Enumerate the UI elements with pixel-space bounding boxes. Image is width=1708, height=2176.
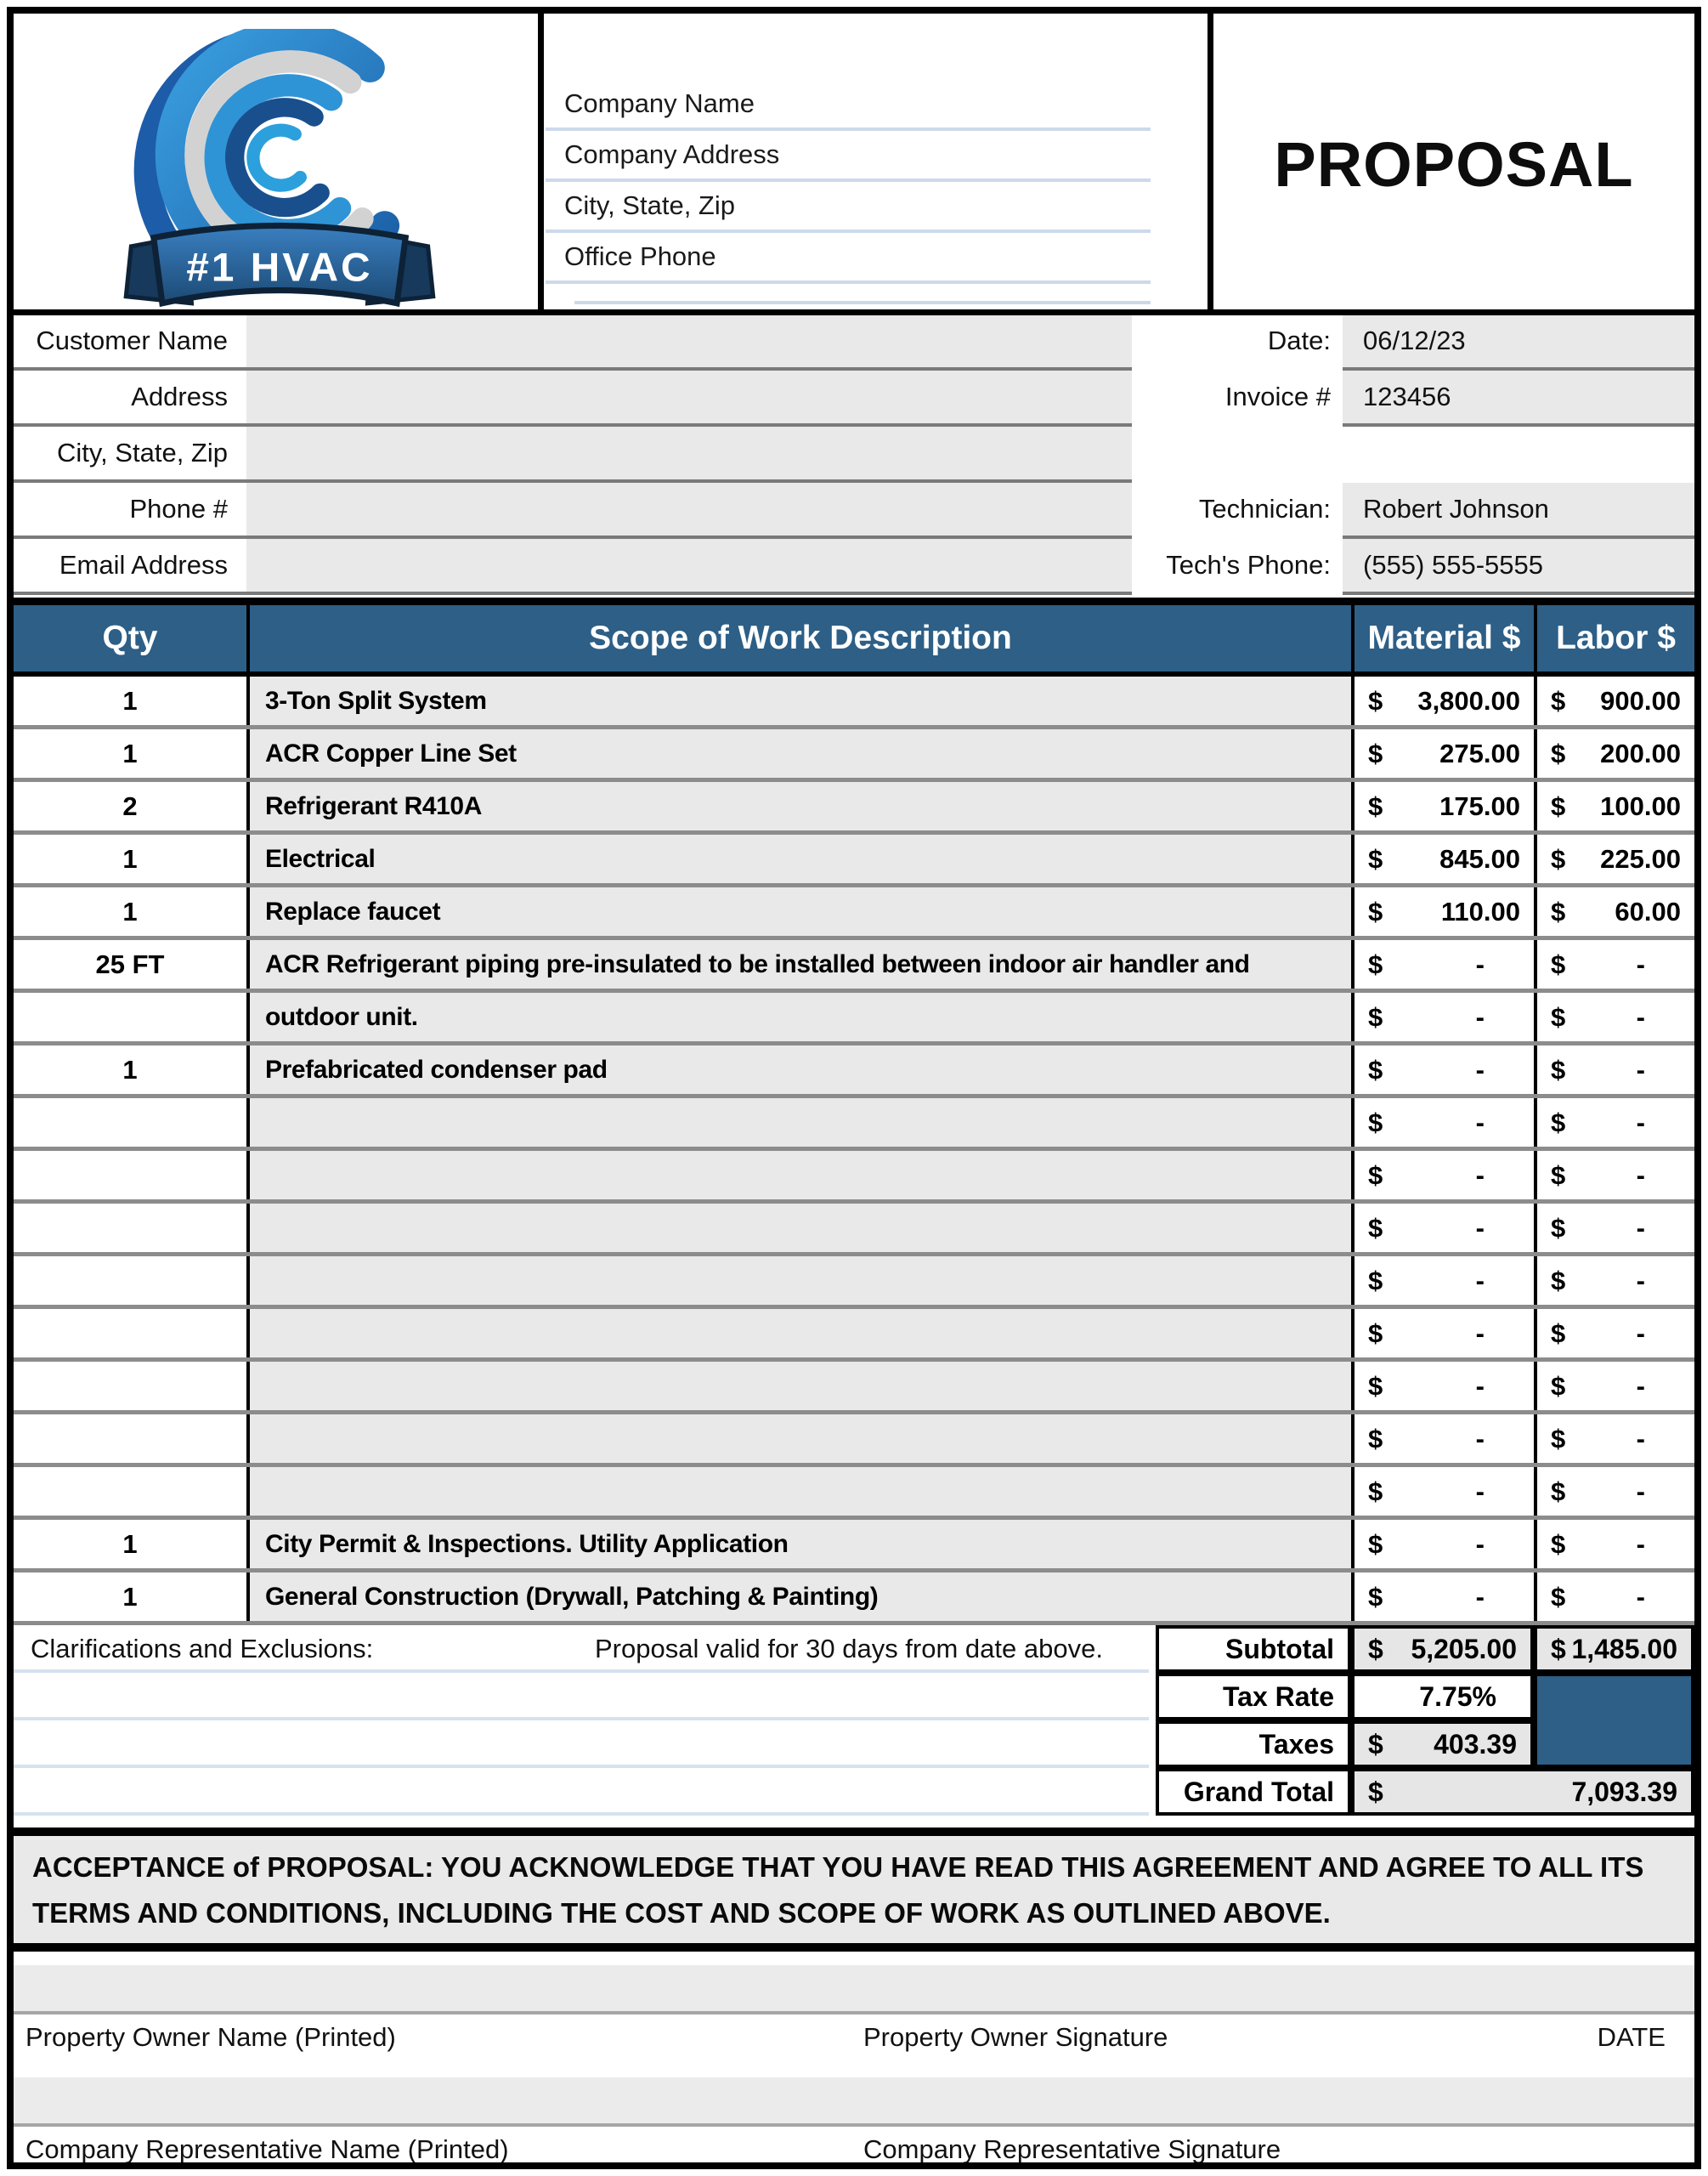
- material-cell[interactable]: [1351, 677, 1534, 725]
- subtotal-labor-value: [1534, 1625, 1694, 1673]
- company-logo-icon: [105, 29, 454, 314]
- customer-input-field[interactable]: [246, 539, 1132, 592]
- currency-symbol: $: [1368, 1423, 1383, 1454]
- labor-cell[interactable]: [1534, 677, 1694, 725]
- currency-symbol: $: [1551, 1318, 1566, 1348]
- customer-label: Phone #: [129, 494, 228, 524]
- material-cell[interactable]: [1351, 782, 1534, 830]
- material-cell[interactable]: [1351, 1151, 1534, 1199]
- qty-cell[interactable]: [14, 993, 246, 1041]
- currency-symbol: $: [1368, 1212, 1383, 1243]
- company-field-extra-line: [574, 301, 1151, 304]
- meta-label: Technician:: [1198, 494, 1331, 524]
- owner-signature-field[interactable]: [14, 1965, 1694, 2011]
- company-fields: [544, 14, 1207, 314]
- currency-symbol: $: [1551, 685, 1566, 716]
- material-amount: -: [1475, 1265, 1485, 1295]
- col-header-qty: Qty: [102, 620, 158, 656]
- meta-label: Invoice #: [1224, 382, 1331, 411]
- currency-symbol: $: [1551, 1054, 1566, 1085]
- clarifications-label: Clarifications and Exclusions:: [31, 1634, 374, 1663]
- table-row: [14, 1572, 1694, 1625]
- labor-amount: -: [1636, 1423, 1645, 1454]
- description-cell[interactable]: [246, 1151, 1351, 1199]
- page-title: PROPOSAL: [1274, 128, 1634, 200]
- labor-amount: -: [1636, 1370, 1645, 1401]
- currency-symbol: $: [1551, 738, 1566, 768]
- currency-symbol: $: [1368, 1476, 1383, 1506]
- customer-label: Customer Name: [36, 326, 228, 355]
- labor-amount: -: [1636, 1054, 1645, 1085]
- qty-cell[interactable]: [14, 1467, 246, 1516]
- material-amount: -: [1475, 1054, 1485, 1085]
- labor-cell[interactable]: [1534, 835, 1694, 883]
- row-separator: [14, 592, 1132, 595]
- qty-cell[interactable]: [14, 1151, 246, 1199]
- labor-cell[interactable]: [1534, 1572, 1694, 1621]
- currency-symbol: $: [1551, 1370, 1566, 1401]
- labor-amount: -: [1636, 1581, 1645, 1612]
- description-cell[interactable]: outdoor unit.: [246, 993, 1351, 1041]
- grand-total-amount: 7,093.39: [1571, 1776, 1677, 1807]
- clarifications-row: [14, 1625, 1149, 1673]
- material-amount: 275.00: [1439, 738, 1520, 768]
- description-cell[interactable]: Prefabricated condenser pad: [246, 1046, 1351, 1094]
- labor-amount: -: [1636, 1212, 1645, 1243]
- table-row: [14, 1256, 1694, 1309]
- description-cell[interactable]: Replace faucet: [246, 887, 1351, 936]
- rep-signature-label: Company Representative Signature: [863, 2134, 1281, 2164]
- currency-symbol: $: [1551, 1212, 1566, 1243]
- taxes-value: [1351, 1720, 1534, 1768]
- labor-cell[interactable]: [1534, 1520, 1694, 1568]
- labor-amount: -: [1636, 949, 1645, 979]
- material-amount: 110.00: [1440, 896, 1520, 926]
- table-row: [14, 1414, 1694, 1467]
- description-cell[interactable]: [246, 1309, 1351, 1357]
- material-cell[interactable]: [1351, 1467, 1534, 1516]
- meta-label: Tech's Phone:: [1166, 550, 1331, 580]
- labor-amount: -: [1636, 1159, 1645, 1190]
- labor-cell[interactable]: [1534, 1467, 1694, 1516]
- rep-signature-field[interactable]: [14, 2077, 1694, 2123]
- material-cell[interactable]: [1351, 729, 1534, 778]
- currency-symbol: $: [1368, 1054, 1383, 1085]
- labor-amount: -: [1636, 1265, 1645, 1295]
- qty-cell[interactable]: 1: [14, 1046, 246, 1094]
- labor-amount: 100.00: [1600, 790, 1681, 821]
- owner-signature-labels: [14, 2014, 1694, 2060]
- labor-amount: 200.00: [1600, 738, 1681, 768]
- material-amount: -: [1475, 1212, 1485, 1243]
- company-field-row[interactable]: [546, 233, 1151, 284]
- labor-cell[interactable]: [1534, 1256, 1694, 1305]
- table-row: [14, 1204, 1694, 1256]
- table-row: [14, 729, 1694, 782]
- customer-row: [14, 427, 1694, 483]
- qty-cell[interactable]: 1: [14, 1520, 246, 1568]
- material-cell[interactable]: [1351, 993, 1534, 1041]
- taxes-amount: 403.39: [1434, 1728, 1517, 1760]
- description-cell[interactable]: 3-Ton Split System: [246, 677, 1351, 725]
- currency-symbol: $: [1368, 685, 1383, 716]
- material-amount: -: [1475, 1318, 1485, 1348]
- labor-cell[interactable]: [1534, 1046, 1694, 1094]
- labor-amount: 225.00: [1600, 843, 1681, 874]
- material-amount: -: [1475, 1581, 1485, 1612]
- acceptance-box: [14, 1828, 1694, 1952]
- table-row: [14, 1098, 1694, 1151]
- meta-value[interactable]: 123456: [1343, 371, 1694, 423]
- subtotal-labor-amount: 1,485.00: [1571, 1633, 1677, 1664]
- labor-cell[interactable]: [1534, 887, 1694, 936]
- subtotal-material-amount: 5,205.00: [1411, 1633, 1517, 1664]
- currency-symbol: $: [1368, 1159, 1383, 1190]
- labor-cell[interactable]: [1534, 1362, 1694, 1410]
- material-cell[interactable]: [1351, 1414, 1534, 1463]
- currency-symbol: $: [1368, 1528, 1383, 1559]
- description-cell[interactable]: [246, 1256, 1351, 1305]
- currency-symbol: $: [1551, 1159, 1566, 1190]
- logo-cell: [14, 14, 544, 314]
- totals-blue-block: [1534, 1673, 1694, 1768]
- currency-symbol: $: [1368, 1107, 1383, 1137]
- qty-cell[interactable]: [14, 1362, 246, 1410]
- customer-input-field[interactable]: [246, 483, 1132, 536]
- table-row: [14, 887, 1694, 940]
- company-field-row[interactable]: [546, 182, 1151, 233]
- labor-cell[interactable]: [1534, 993, 1694, 1041]
- validity-note: Proposal valid for 30 days from date above.: [595, 1634, 1103, 1663]
- customer-label: City, State, Zip: [57, 438, 228, 468]
- labor-amount: -: [1636, 1528, 1645, 1559]
- currency-symbol: $: [1368, 1318, 1383, 1348]
- material-amount: -: [1475, 1476, 1485, 1506]
- customer-row: [14, 371, 1694, 427]
- currency-symbol: $: [1368, 1776, 1383, 1807]
- description-cell[interactable]: City Permit & Inspections. Utility Application: [246, 1520, 1351, 1568]
- material-cell[interactable]: [1351, 1309, 1534, 1357]
- meta-value[interactable]: (555) 555-5555: [1343, 539, 1694, 592]
- currency-symbol: $: [1368, 1633, 1383, 1664]
- material-cell[interactable]: [1351, 940, 1534, 989]
- customer-row: [14, 539, 1694, 595]
- owner-name-label: Property Owner Name (Printed): [25, 2022, 396, 2052]
- rep-signature-labels: [14, 2127, 1694, 2173]
- material-cell[interactable]: [1351, 1520, 1534, 1568]
- customer-label: Address: [131, 382, 228, 411]
- customer-label: Email Address: [59, 550, 228, 580]
- subtotal-material-value: [1351, 1625, 1534, 1673]
- customer-row: [14, 314, 1694, 371]
- grand-total-value: [1351, 1768, 1694, 1816]
- header-divider: [14, 309, 1694, 315]
- material-amount: 3,800.00: [1417, 685, 1520, 716]
- labor-amount: -: [1636, 1107, 1645, 1137]
- customer-row: [14, 483, 1694, 539]
- row-separator: [1343, 592, 1694, 595]
- meta-value[interactable]: Robert Johnson: [1343, 483, 1694, 536]
- material-amount: -: [1475, 949, 1485, 979]
- material-amount: -: [1475, 1107, 1485, 1137]
- description-cell[interactable]: [246, 1414, 1351, 1463]
- description-cell[interactable]: [246, 1362, 1351, 1410]
- qty-cell[interactable]: [14, 1204, 246, 1252]
- clarifications-line[interactable]: [14, 1812, 1149, 1816]
- table-row: [14, 1151, 1694, 1204]
- logo-banner-text: #1 HVAC: [186, 245, 373, 291]
- material-amount: -: [1475, 1001, 1485, 1032]
- description-cell[interactable]: [246, 1204, 1351, 1252]
- customer-input-field[interactable]: [246, 314, 1132, 367]
- currency-symbol: $: [1551, 1581, 1566, 1612]
- material-amount: -: [1475, 1370, 1485, 1401]
- currency-symbol: $: [1551, 1476, 1566, 1506]
- qty-cell[interactable]: 25 FT: [14, 940, 246, 989]
- qty-cell[interactable]: 2: [14, 782, 246, 830]
- currency-symbol: $: [1551, 1528, 1566, 1559]
- qty-cell[interactable]: 1: [14, 1572, 246, 1621]
- currency-symbol: $: [1551, 1423, 1566, 1454]
- qty-cell[interactable]: [14, 1256, 246, 1305]
- grand-total-label: Grand Total: [1156, 1768, 1351, 1816]
- company-field-row[interactable]: [546, 80, 1151, 131]
- labor-amount: 900.00: [1600, 685, 1681, 716]
- table-row: [14, 1309, 1694, 1362]
- company-field-text[interactable]: Office Phone: [564, 241, 716, 271]
- currency-symbol: $: [1368, 896, 1383, 926]
- description-cell[interactable]: [246, 1467, 1351, 1516]
- company-field-row[interactable]: [546, 131, 1151, 182]
- col-header-material: Material $: [1351, 605, 1534, 672]
- tax-rate-value[interactable]: 7.75%: [1351, 1673, 1534, 1720]
- currency-symbol: $: [1368, 1728, 1383, 1760]
- currency-symbol: $: [1368, 1001, 1383, 1032]
- material-cell[interactable]: [1351, 1204, 1534, 1252]
- qty-cell[interactable]: [14, 1309, 246, 1357]
- material-cell[interactable]: [1351, 1098, 1534, 1147]
- currency-symbol: $: [1368, 1581, 1383, 1612]
- qty-cell[interactable]: [14, 1414, 246, 1463]
- material-cell[interactable]: [1351, 1362, 1534, 1410]
- rep-name-label: Company Representative Name (Printed): [25, 2134, 509, 2164]
- clarifications-line[interactable]: [14, 1765, 1149, 1768]
- currency-symbol: $: [1551, 1001, 1566, 1032]
- col-header-description: Scope of Work Description: [246, 605, 1351, 672]
- labor-amount: -: [1636, 1476, 1645, 1506]
- currency-symbol: $: [1551, 790, 1566, 821]
- material-amount: -: [1475, 1159, 1485, 1190]
- table-row: [14, 940, 1694, 993]
- title-cell: [1207, 14, 1694, 314]
- material-cell[interactable]: [1351, 1256, 1534, 1305]
- material-amount: -: [1475, 1423, 1485, 1454]
- currency-symbol: $: [1368, 790, 1383, 821]
- qty-cell[interactable]: 1: [14, 835, 246, 883]
- currency-symbol: $: [1551, 1107, 1566, 1137]
- subtotal-label: Subtotal: [1156, 1625, 1351, 1673]
- labor-cell[interactable]: [1534, 1309, 1694, 1357]
- material-cell[interactable]: [1351, 835, 1534, 883]
- table-header: [14, 598, 1694, 677]
- table-row: [14, 782, 1694, 835]
- material-amount: 175.00: [1439, 790, 1520, 821]
- labor-amount: -: [1636, 1318, 1645, 1348]
- labor-cell[interactable]: [1534, 1098, 1694, 1147]
- company-field-text[interactable]: Company Address: [564, 139, 780, 169]
- description-cell[interactable]: ACR Refrigerant piping pre-insulated to be installed between indoor air handler and: [246, 940, 1351, 989]
- acceptance-line-2: TERMS AND CONDITIONS, INCLUDING THE COST AND SCOPE OF WORK AS OUTLINED ABOVE.: [32, 1897, 1331, 1929]
- col-header-labor: Labor $: [1534, 605, 1694, 672]
- currency-symbol: $: [1368, 1370, 1383, 1401]
- clarifications-line[interactable]: [14, 1669, 1149, 1673]
- qty-cell[interactable]: 1: [14, 677, 246, 725]
- owner-signature-label: Property Owner Signature: [863, 2022, 1168, 2052]
- material-amount: -: [1475, 1528, 1485, 1559]
- table-row: [14, 835, 1694, 887]
- labor-amount: 60.00: [1615, 896, 1681, 926]
- customer-input-field[interactable]: [246, 371, 1132, 423]
- table-row: [14, 993, 1694, 1046]
- labor-cell[interactable]: [1534, 729, 1694, 778]
- currency-symbol: $: [1368, 738, 1383, 768]
- currency-symbol: $: [1551, 1265, 1566, 1295]
- table-row: [14, 677, 1694, 729]
- qty-cell[interactable]: 1: [14, 729, 246, 778]
- table-row: [14, 1467, 1694, 1520]
- currency-symbol: $: [1551, 949, 1566, 979]
- labor-cell[interactable]: [1534, 782, 1694, 830]
- currency-symbol: $: [1368, 843, 1383, 874]
- currency-symbol: $: [1551, 1633, 1566, 1664]
- tax-rate-label: Tax Rate: [1156, 1673, 1351, 1720]
- customer-input-field[interactable]: [246, 427, 1132, 479]
- acceptance-line-1: ACCEPTANCE of PROPOSAL: YOU ACKNOWLEDGE THAT YOU HAVE READ THIS AGREEMENT AND AGREE TO ALL ITS: [32, 1851, 1644, 1883]
- material-amount: 845.00: [1439, 843, 1520, 874]
- labor-cell[interactable]: [1534, 1151, 1694, 1199]
- company-field-text[interactable]: City, State, Zip: [564, 190, 735, 220]
- table-row: [14, 1046, 1694, 1098]
- currency-symbol: $: [1551, 843, 1566, 874]
- meta-label: Date:: [1267, 326, 1331, 355]
- labor-cell[interactable]: [1534, 940, 1694, 989]
- company-field-text[interactable]: Company Name: [564, 88, 755, 118]
- table-row: [14, 1520, 1694, 1572]
- description-cell[interactable]: ACR Copper Line Set: [246, 729, 1351, 778]
- qty-cell[interactable]: 1: [14, 887, 246, 936]
- labor-amount: -: [1636, 1001, 1645, 1032]
- material-cell[interactable]: [1351, 1572, 1534, 1621]
- qty-cell[interactable]: [14, 1098, 246, 1147]
- description-cell[interactable]: General Construction (Drywall, Patching & Painting): [246, 1572, 1351, 1621]
- description-cell[interactable]: Electrical: [246, 835, 1351, 883]
- labor-cell[interactable]: [1534, 1204, 1694, 1252]
- meta-value[interactable]: 06/12/23: [1343, 314, 1694, 367]
- currency-symbol: $: [1368, 1265, 1383, 1295]
- table-body: [14, 677, 1694, 1625]
- currency-symbol: $: [1368, 949, 1383, 979]
- description-cell[interactable]: [246, 1098, 1351, 1147]
- date-label: DATE: [1597, 2022, 1666, 2052]
- description-cell[interactable]: Refrigerant R410A: [246, 782, 1351, 830]
- material-cell[interactable]: [1351, 887, 1534, 936]
- table-row: [14, 1362, 1694, 1414]
- taxes-label: Taxes: [1156, 1720, 1351, 1768]
- clarifications-line[interactable]: [14, 1717, 1149, 1720]
- material-cell[interactable]: [1351, 1046, 1534, 1094]
- header: [14, 14, 1694, 314]
- labor-cell[interactable]: [1534, 1414, 1694, 1463]
- customer-section: [14, 314, 1694, 595]
- currency-symbol: $: [1551, 896, 1566, 926]
